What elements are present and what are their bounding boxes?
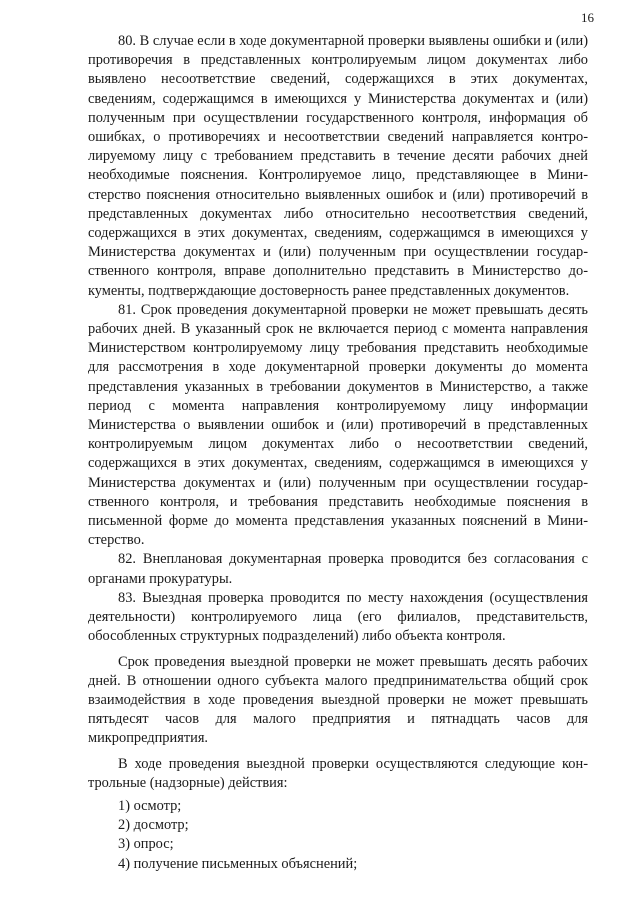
document-body <box>88 32 588 874</box>
paragraph-83: 83. Выездная проверка проводится по месту нахождения (осуществления деятельности) контролируемого лица (его филиалов, представительств, обособленных структурных подразделений) либо объекта контроля. <box>88 589 588 645</box>
list-item: 4) получение письменных объяснений; <box>118 855 358 872</box>
paragraph-81: 81. Срок проведения документарной проверки не может превышать десять рабочих дней. В указанный срок не включается период с момента направления Министерством контролируемому лицу требования представить необходимые для рассмотрения в ходе документарной проверки документы до момента представления указанных в требовании документов в Министерство, а также период с момента направления контролируемому лицу информации Министерства о выявлении ошибок и (или) противоречий в представленных контролируемым лицом документах либо о несоответствии сведений, содержащихся в этих документах, сведениям, содержащимся в имеющихся у Министерства документах и (или) полученным при осуществлении государственного контроля, и требования представить необходимые пояснения в письменной форме до момента представления указанных пояснений в Министерство. <box>88 301 588 549</box>
page-number: 16 <box>581 10 594 25</box>
list-item: 2) досмотр; <box>118 817 189 834</box>
paragraph-82: 82. Внеплановая документарная проверка проводится без согласования с органами прокуратуры. <box>88 551 588 587</box>
list-item: 1) осмотр; <box>118 797 182 814</box>
paragraph-80: 80. В случае если в ходе документарной проверки выявлены ошибки и (или) противоречия в представленных контролируемым лицом документах либо выявлено несоответствие сведений, содержащихся в этих документах, сведениям, содержащимся в имеющихся у Министерства документах и (или) полученным при осуществлении государственного контроля, информация об ошибках, о противоречиях и несоответствии сведений направляется контролируемому лицу с требованием представить в течение десяти рабочих дней необходимые пояснения. Контролируемое лицо, представляющее в Министерство пояснения относительно выявленных ошибок и (или) противоречий в представленных документах либо относительно несоответствия сведений, содержащихся в этих документах, сведениям, содержащимся в имеющихся у Министерства документах и (или) полученным при осуществлении государственного контроля, вправе дополнительно представить в Министерство документы, подтверждающие достоверность ранее представленных документов. <box>88 33 588 299</box>
paragraph-onsite-actions: В ходе проведения выездной проверки осуществляются следующие контрольные (надзорные) действия: <box>88 755 588 791</box>
list-item: 3) опрос; <box>118 836 174 853</box>
paragraph-onsite-duration: Срок проведения выездной проверки не может превышать десять рабочих дней. В отношении одного субъекта малого предпринимательства общий срок взаимодействия в ходе проведения выездной проверки не может превышать пятьдесят часов для малого предприятия и пятнадцать часов для микропредприятия. <box>88 653 588 747</box>
